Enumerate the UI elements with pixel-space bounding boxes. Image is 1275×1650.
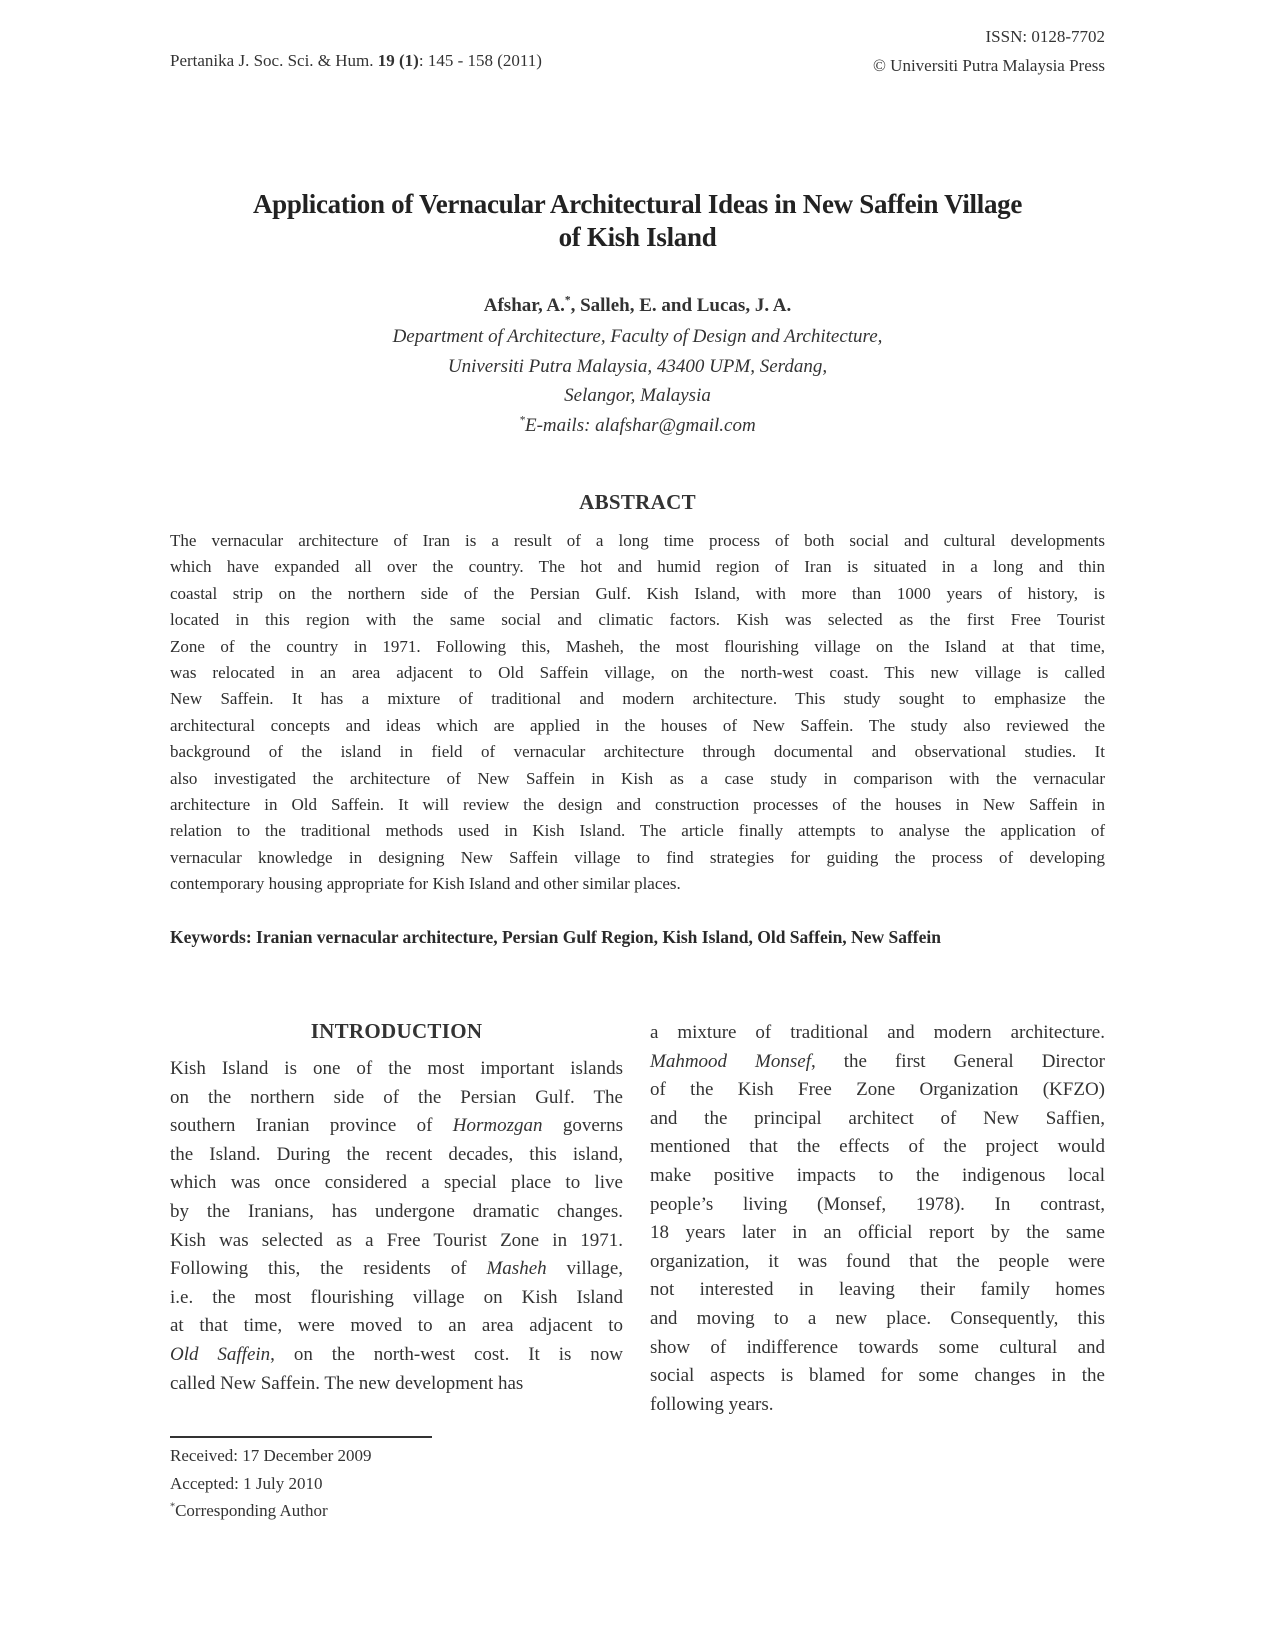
abstract-line: background of the island in field of vernacular architecture through documental and observational studies. It <box>170 742 1105 762</box>
citation-volume: 19 <box>377 51 395 70</box>
italic-term: Old Saffein <box>170 1343 271 1365</box>
accepted-date: Accepted: 1 July 2010 <box>170 1473 323 1493</box>
italic-term: Mahmood Monsef <box>650 1050 811 1072</box>
body-line <box>650 1305 1105 1334</box>
body-line <box>650 1162 1105 1191</box>
body-line <box>650 1219 1105 1248</box>
abstract-line: was relocated in an area adjacent to Old Saffein village, on the north-west coast. This new village is called <box>170 663 1105 683</box>
text-run: governs <box>542 1115 623 1137</box>
abstract-line: architectural concepts and ideas which are applied in the houses of New Saffein. The study also reviewed the <box>170 715 1105 735</box>
body-line <box>650 1391 1105 1420</box>
body-line <box>650 1191 1105 1220</box>
email-line <box>170 411 1105 441</box>
journal-citation <box>170 50 542 72</box>
abstract-line: relation to the traditional methods used in Kish Island. The article finally attempts to analyse the application of <box>170 821 1105 841</box>
abstract-line: architecture in Old Saffein. It will review the design and construction processes of the houses in New Saffein in <box>170 795 1105 815</box>
affiliation <box>170 322 1105 440</box>
introduction-right-column <box>650 1019 1105 1419</box>
text-run: which was once considered a special place to live <box>170 1172 623 1194</box>
citation-issue: (1) <box>399 51 419 70</box>
received-date: Received: 17 December 2009 <box>170 1446 372 1465</box>
text-run: and moving to a new place. Consequently, this <box>650 1307 1105 1329</box>
abstract-line: vernacular knowledge in designing New Saffein village to find strategies for guiding the process of developing <box>170 847 1105 867</box>
text-run: of the Kish Free Zone Organization (KFZO) <box>650 1079 1105 1101</box>
text-run: southern Iranian province of <box>170 1115 453 1137</box>
text-run: show of indifference towards some cultural and <box>650 1336 1105 1358</box>
abstract-line: contemporary housing appropriate for Kish Island and other similar places. <box>170 874 681 894</box>
body-line <box>170 1198 623 1227</box>
citation-pages: : 145 - 158 (2011) <box>418 51 542 70</box>
affiliation-line-2: Universiti Putra Malaysia, 43400 UPM, Serdang, <box>447 355 828 377</box>
email-text: E-mails: alafshar@gmail.com <box>525 414 756 436</box>
body-line <box>170 1112 623 1141</box>
email-mark: * <box>519 414 525 427</box>
text-run: a mixture of traditional and modern architecture. <box>650 1022 1105 1043</box>
author-list <box>170 292 1105 320</box>
text-run: make positive impacts to the indigenous local <box>650 1164 1105 1186</box>
keywords-label: Keywords: <box>170 927 252 947</box>
abstract-body <box>170 528 1105 898</box>
body-line <box>650 1019 1105 1048</box>
introduction-left-column <box>170 1055 623 1398</box>
abstract-line: The vernacular architecture of Iran is a result of a long time process of both social and cultural developments <box>170 531 1105 550</box>
text-run: on the northern side of the Persian Gulf. The <box>170 1086 623 1108</box>
text-run: following years. <box>650 1393 774 1415</box>
keywords <box>170 924 1105 950</box>
body-line <box>650 1334 1105 1363</box>
text-run: at that time, were moved to an area adjacent to <box>170 1315 623 1337</box>
body-line <box>170 1055 623 1084</box>
text-run: by the Iranians, has undergone dramatic changes. <box>170 1200 623 1222</box>
body-line <box>650 1248 1105 1277</box>
title-line-2: of Kish Island <box>558 222 717 252</box>
body-line <box>650 1133 1105 1162</box>
italic-term: Masheh <box>486 1258 547 1280</box>
body-line <box>650 1048 1105 1077</box>
corresponding-author-note <box>170 1497 372 1525</box>
footnotes <box>170 1442 372 1525</box>
body-line <box>650 1276 1105 1305</box>
citation-prefix: Pertanika J. Soc. Sci. & Hum. <box>170 51 374 70</box>
body-line <box>650 1362 1105 1391</box>
body-line <box>170 1227 623 1256</box>
abstract-line: also investigated the architecture of New Saffein in Kish as a case study in comparison with the vernacular <box>170 768 1105 788</box>
affiliation-line-3: Selangor, Malaysia <box>564 385 711 406</box>
text-run: Following this, the residents of <box>170 1258 487 1280</box>
introduction-heading: INTRODUCTION <box>310 1019 483 1043</box>
corresponding-author-text: Corresponding Author <box>175 1501 328 1520</box>
body-line <box>650 1076 1105 1105</box>
abstract-line: Zone of the country in 1971. Following this, Masheh, the most flourishing village on the Island at that time, <box>170 636 1105 656</box>
text-run: mentioned that the effects of the project would <box>650 1136 1105 1158</box>
text-run: and the principal architect of New Saffien, <box>650 1107 1105 1129</box>
text-run: , the first General Director <box>811 1050 1106 1072</box>
footnote-divider <box>170 1436 432 1438</box>
issn: ISSN: 0128-7702 <box>985 27 1105 46</box>
publisher-info <box>873 22 1105 80</box>
text-run: not interested in leaving their family homes <box>650 1279 1105 1301</box>
text-run: called New Saffein. The new development has <box>170 1372 524 1394</box>
body-line <box>170 1370 623 1399</box>
body-line <box>170 1255 623 1284</box>
keywords-text: Iranian vernacular architecture, Persian Gulf Region, Kish Island, Old Saffein, New Saffein <box>251 927 941 947</box>
publisher: © Universiti Putra Malaysia Press <box>873 56 1105 75</box>
abstract-line: New Saffein. It has a mixture of traditional and modern architecture. This study sought to emphasize the <box>170 689 1105 709</box>
text-run: the Island. During the recent decades, this island, <box>170 1143 623 1165</box>
text-run: Kish was selected as a Free Tourist Zone in 1971. <box>170 1229 623 1251</box>
text-run: village, <box>546 1258 624 1280</box>
text-run: organization, it was found that the people were <box>650 1250 1105 1272</box>
text-run: social aspects is blamed for some changes in the <box>650 1365 1105 1387</box>
affiliation-line-1: Department of Architecture, Faculty of Design and Architecture, <box>392 326 883 347</box>
corresponding-footnote-mark: * <box>170 1501 176 1513</box>
text-run: , on the north-west cost. It is now <box>270 1343 623 1365</box>
italic-term: Hormozgan <box>452 1115 543 1137</box>
text-run: Kish Island is one of the most important islands <box>170 1058 623 1079</box>
text-run: i.e. the most flourishing village on Kish Island <box>170 1286 623 1308</box>
paper-title <box>170 188 1105 254</box>
abstract-line: which have expanded all over the country. The hot and humid region of Iran is situated in a long and thin <box>170 557 1105 577</box>
body-line <box>170 1169 623 1198</box>
author-rest: , Salleh, E. and Lucas, J. A. <box>570 295 792 316</box>
body-line <box>170 1141 623 1170</box>
body-line <box>170 1341 623 1370</box>
text-run: people’s living (Monsef, 1978). In contrast, <box>650 1193 1105 1215</box>
body-line <box>170 1084 623 1113</box>
abstract-line: coastal strip on the northern side of the Persian Gulf. Kish Island, with more than 1000 years of history, is <box>170 583 1105 603</box>
corresponding-mark: * <box>564 294 571 307</box>
author-first: Afshar, A. <box>483 295 565 316</box>
body-line <box>170 1312 623 1341</box>
abstract-line: located in this region with the same social and climatic factors. Kish was selected as the first Free Tourist <box>170 610 1105 630</box>
abstract-heading: ABSTRACT <box>579 490 696 514</box>
text-run: 18 years later in an official report by the same <box>650 1222 1105 1244</box>
title-line-1: Application of Vernacular Architectural Ideas in New Saffein Village <box>252 189 1023 219</box>
body-line <box>650 1105 1105 1134</box>
body-line <box>170 1284 623 1313</box>
